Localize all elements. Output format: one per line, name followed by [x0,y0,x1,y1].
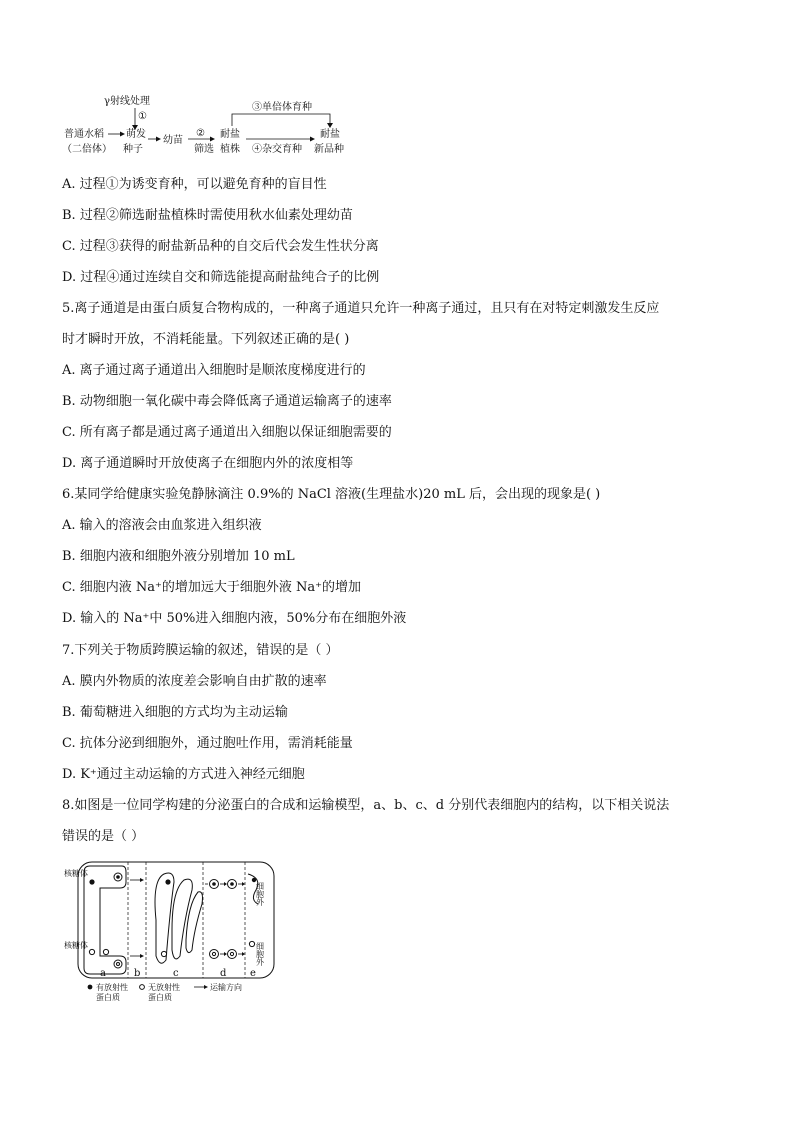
step3-label: ③单倍体育种 [252,102,312,113]
new-variety-label-2: 新品种 [314,144,344,155]
outside-label-bottom: 细胞外 [255,942,265,966]
q7-option-b: B. 葡萄糖进入细胞的方式均为主动运输 [62,705,288,720]
seed-label-2: 种子 [123,144,143,155]
q7-option-a: A. 膜内外物质的浓度差会影响自由扩散的速率 [62,674,327,689]
q8-stem-line-2: 错误的是（ ） [62,829,145,844]
q5-stem-line-1: 5.离子通道是由蛋白质复合物构成的，一种离子通道只允许一种离子通过，且只有在对特定刺激发生反应 [62,301,660,316]
legend-nonradioactive-2: 蛋白质 [148,993,172,1002]
ribosome-label-bottom: 核糖体 [64,941,88,950]
q5-stem-line-2: 时才瞬时开放，不消耗能量。下列叙述正确的是( ) [62,332,350,347]
q4-option-b: B. 过程②筛选耐盐植株时需使用秋水仙素处理幼苗 [62,208,353,223]
nonradioactive-protein-dot [89,949,94,954]
q4-option-d: D. 过程④通过连续自交和筛选能提高耐盐纯合子的比例 [62,270,380,285]
gamma-label: γ射线处理 [104,96,150,107]
q6-stem: 6.某同学给健康实验兔静脉滴注 0.9%的 NaCl 溶液(生理盐水)20 mL 后，会出现的现象是( ) [62,487,601,502]
seedling-label: 幼苗 [163,135,183,146]
step2-label: ② [196,128,205,139]
q6-option-c: C. 细胞内液 Na⁺的增加远大于细胞外液 Na⁺的增加 [62,580,361,595]
legend-arrow: 运输方向 [210,983,242,992]
label-a: a [100,968,106,979]
seed-label-1: 萌发 [126,129,146,140]
label-d: d [220,968,227,979]
label-b: b [134,968,141,979]
q6-option-a: A. 输入的溶液会由血浆进入组织液 [62,518,262,533]
label-e: e [250,968,256,979]
plant-label-2: 植株 [220,144,240,155]
legend-nonradioactive: 无放射性 [148,983,180,992]
q5-option-d: D. 离子通道瞬时开放使离子在细胞内外的浓度相等 [62,456,354,471]
q4-option-a: A. 过程①为诱变育种，可以避免育种的盲目性 [62,177,327,192]
outside-label-top: 细胞外 [255,882,265,906]
legend-radioactive-2: 蛋白质 [96,993,120,1002]
legend-radioactive: 有放射性 [96,983,128,992]
radioactive-protein-dot [89,879,94,884]
step1-label: ① [138,111,147,122]
q5-option-b: B. 动物细胞一氧化碳中毒会降低离子通道运输离子的速率 [62,394,392,409]
breeding-flow-diagram [60,92,370,162]
plant-label-1: 耐盐 [220,129,240,140]
label-c: c [173,968,179,979]
secretory-protein-diagram [60,860,280,1010]
step4-label: ④杂交育种 [252,144,302,155]
rice-sub-label: （二倍体） [62,144,112,155]
q5-option-a: A. 离子通过离子通道出入细胞时是顺浓度梯度进行的 [62,363,366,378]
screen-label: 筛选 [194,144,214,155]
q6-option-b: B. 细胞内液和细胞外液分别增加 10 mL [62,549,295,564]
q7-stem: 7.下列关于物质跨膜运输的叙述，错误的是（ ） [62,643,339,658]
q6-option-d: D. 输入的 Na⁺中 50%进入细胞内液，50%分布在细胞外液 [62,611,407,626]
q5-option-c: C. 所有离子都是通过离子通道出入细胞以保证细胞需要的 [62,425,392,440]
q8-stem-line-1: 8.如图是一位同学构建的分泌蛋白的合成和运输模型，a、b、c、d 分别代表细胞内的结构，以下相关说法 [62,798,670,813]
legend-radioactive-icon [88,985,93,990]
rice-label: 普通水稻 [64,129,104,140]
q4-option-c: C. 过程③获得的耐盐新品种的自交后代会发生性状分离 [62,239,379,254]
ribosome-label-top: 核糖体 [64,869,88,878]
new-variety-label-1: 耐盐 [320,129,340,140]
q7-option-c: C. 抗体分泌到细胞外，通过胞吐作用，需消耗能量 [62,736,353,751]
q7-option-d: D. K⁺通过主动运输的方式进入神经元细胞 [62,767,305,782]
legend-nonradioactive-icon [140,985,145,990]
